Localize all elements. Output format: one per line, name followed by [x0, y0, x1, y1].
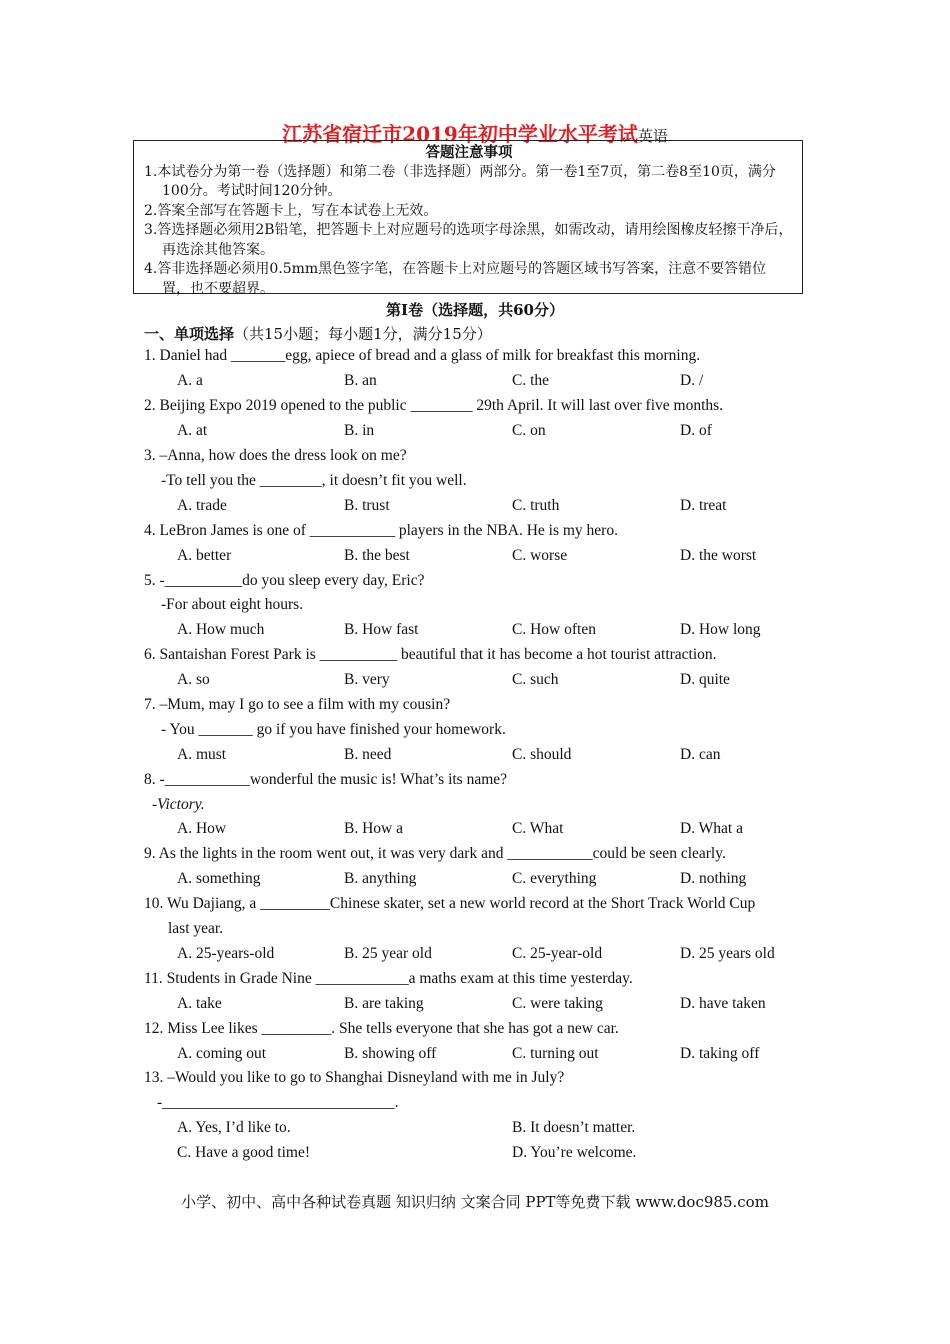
option-c: C. What	[512, 820, 564, 837]
question-stem: 5. -__________do you sleep every day, Eric?	[144, 572, 425, 589]
question-stem: 8. -___________wonderful the music is! What’s its name?	[144, 771, 508, 788]
option-d: D. the worst	[680, 547, 757, 564]
option-a: A. must	[177, 746, 227, 763]
option-c: C. turning out	[512, 1045, 599, 1062]
option-d: D. nothing	[680, 870, 747, 887]
notice-item: 1.本试卷分为第一卷（选择题）和第二卷（非选择题）两部分。第一卷1至7页，第二卷8至10页，满分100分。考试时间120分钟。	[144, 163, 776, 199]
question-stem: 2. Beijing Expo 2019 opened to the public ________ 29th April. It will last over five months.	[144, 397, 724, 414]
question-stem-line: -To tell you the ________, it doesn’t fit you well.	[161, 472, 467, 489]
option-d: D. taking off	[680, 1045, 760, 1062]
option-a: A. 25-years-old	[177, 945, 275, 962]
question-stem: 4. LeBron James is one of ___________ players in the NBA. He is my hero.	[144, 522, 618, 539]
option-c: C. on	[512, 422, 546, 439]
option-c: C. were taking	[512, 995, 603, 1012]
notice-box	[133, 140, 803, 297]
option-b: B. in	[344, 422, 375, 439]
question-stem-line: -Victory.	[152, 796, 205, 813]
question-stem: 13. –Would you like to go to Shanghai Disneyland with me in July?	[144, 1069, 565, 1086]
option-a: A. take	[177, 995, 222, 1012]
option-d: D. treat	[680, 497, 727, 514]
option-a: A. coming out	[177, 1045, 267, 1062]
option-c: C. should	[512, 746, 572, 763]
part-title: 第Ⅰ卷（选择题，共60分）	[386, 301, 564, 319]
option-c: C. everything	[512, 870, 597, 887]
option-b: B. are taking	[344, 995, 424, 1012]
option-a: A. so	[177, 671, 210, 688]
option-a: A. at	[177, 422, 208, 439]
option-d: D. /	[680, 372, 704, 389]
option-c: C. worse	[512, 547, 568, 564]
option-d: D. have taken	[680, 995, 766, 1012]
option-c: C. such	[512, 671, 559, 688]
question-stem: 9. As the lights in the room went out, it was very dark and ___________could be seen clearly.	[144, 845, 726, 862]
question-stem: 3. –Anna, how does the dress look on me?	[144, 447, 407, 464]
option-d: D. can	[680, 746, 721, 763]
notice-item: 3.答选择题必须用2B铅笔，把答题卡上对应题号的选项字母涂黑，如需改动，请用绘图橡皮轻擦干净后，再选涂其他答案。	[144, 222, 793, 258]
option-d: D. What a	[680, 820, 743, 837]
option-c: C. Have a good time!	[177, 1144, 311, 1161]
option-d: D. How long	[680, 621, 761, 638]
footer-text: 小学、初中、高中各种试卷真题 知识归纳 文案合同 PPT等免费下载 www.doc985.com	[181, 1193, 769, 1211]
option-a: A. trade	[177, 497, 227, 514]
option-b: B. anything	[344, 870, 417, 887]
option-b: B. How fast	[344, 621, 419, 638]
option-b: B. very	[344, 671, 390, 688]
notice-title: 答题注意事项	[425, 144, 513, 161]
option-d: D. of	[680, 422, 712, 439]
option-b: B. How a	[344, 820, 403, 837]
question-stem: 6. Santaishan Forest Park is __________ beautiful that it has become a hot tourist attraction.	[144, 646, 717, 663]
option-b: B. an	[344, 372, 377, 389]
option-c: C. truth	[512, 497, 560, 514]
question-stem: 1. Daniel had _______egg, apiece of bread and a glass of milk for breakfast this morning.	[144, 347, 701, 364]
option-d: D. You’re welcome.	[512, 1144, 637, 1161]
option-a: A. Yes, I’d like to.	[177, 1119, 291, 1136]
question-stem-line: - You _______ go if you have finished your homework.	[161, 721, 506, 738]
section-title	[144, 323, 492, 344]
option-b: B. It doesn’t matter.	[512, 1119, 636, 1136]
option-c: C. How often	[512, 621, 596, 638]
option-b: B. trust	[344, 497, 390, 514]
question-stem: 12. Miss Lee likes _________. She tells everyone that she has got a new car.	[144, 1020, 619, 1037]
option-a: A. How much	[177, 621, 265, 638]
question-stem-line: last year.	[168, 920, 224, 937]
option-b: B. the best	[344, 547, 410, 564]
notice-item: 2.答案全部写在答题卡上，写在本试卷上无效。	[144, 202, 438, 219]
option-c: C. 25-year-old	[512, 945, 603, 962]
option-c: C. the	[512, 372, 550, 389]
question-stem: 11. Students in Grade Nine ____________a maths exam at this time yesterday.	[144, 970, 633, 987]
option-a: A. better	[177, 547, 232, 564]
option-a: A. something	[177, 870, 261, 887]
section-note: （共15小题；每小题1分，满分15分）	[234, 325, 492, 343]
notice-item: 4.答非选择题必须用0.5mm黑色签字笔，在答题卡上对应题号的答题区域书写答案，注意不要答错位置，也不要超界。	[144, 261, 767, 297]
exam-title-subject: 英语	[637, 127, 668, 145]
question-stem: 10. Wu Dajiang, a _________Chinese skater, set a new world record at the Short Track World Cup	[144, 895, 756, 912]
question-stem-line: -For about eight hours.	[161, 596, 304, 613]
option-a: A. a	[177, 372, 203, 389]
option-b: B. showing off	[344, 1045, 437, 1062]
exam-title-main: 江苏省宿迁市2019年初中学业水平考试	[282, 122, 638, 146]
question-stem-line: -______________________________.	[157, 1094, 399, 1111]
option-d: D. 25 years old	[680, 945, 775, 962]
option-d: D. quite	[680, 671, 730, 688]
option-b: B. 25 year old	[344, 945, 432, 962]
option-a: A. How	[177, 820, 227, 837]
question-stem: 7. –Mum, may I go to see a film with my cousin?	[144, 696, 451, 713]
section-name: 一、单项选择	[144, 325, 235, 343]
option-b: B. need	[344, 746, 392, 763]
